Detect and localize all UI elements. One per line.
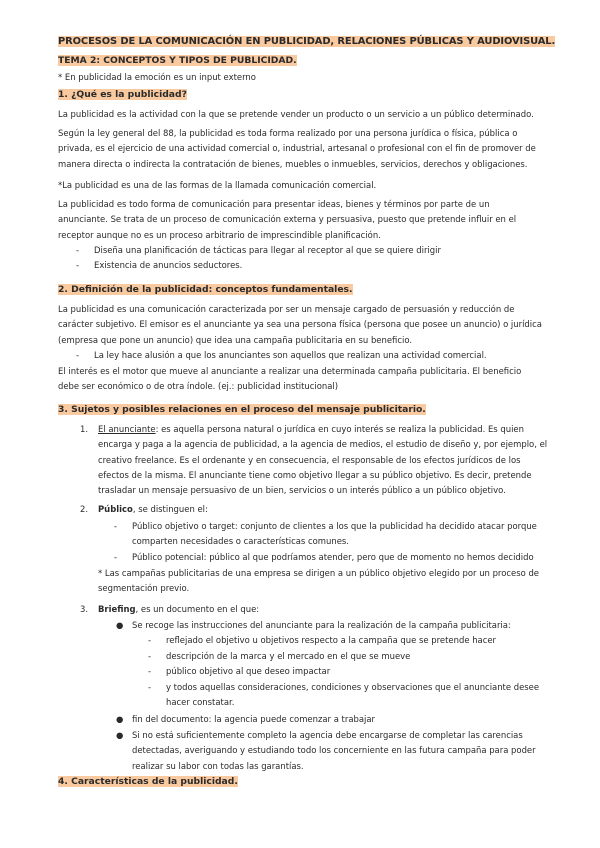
list-item: - reflejado el objetivo u objetivos respecto a la campaña que se pretende hacer [148,635,497,645]
term-publico: Público [98,504,133,514]
term-anunciante: El anunciante [98,424,156,434]
bullet-marker: ● [116,620,124,630]
bullet-marker: ● [116,730,124,740]
dash-marker: - [76,260,80,271]
s1-paragraph-2: Según la ley general del 88, la publicidad es toda forma realizado por una persona jurídica o física, pública o privada, es el ejercicio de una actividad comercial o, industrial, artesanal o profesional con el fin de promover de manera directa o indirecta la contratación de bienes, muebles o inmuebles, servicios, derechos y obligaciones. [58,128,536,169]
list-item: - La ley hace alusión a que los anunciantes son aquellos que realizan una actividad comercial. [58,348,578,363]
document-title: PROCESOS DE LA COMUNICACIÓN EN PUBLICIDAD, RELACIONES PÚBLICAS Y AUDIOVISUAL. [58,36,556,47]
s2-paragraph-2: El interés es el motor que mueve al anunciante a realizar una determinada campaña publicitaria. El beneficio debe ser económico o de otra índole. (ej.: publicidad institucional) [58,366,522,392]
list-item: - descripción de la marca y el mercado en el que se mueve [148,650,411,661]
section-1-heading: 1. ¿Qué es la publicidad? [58,89,187,100]
s1-paragraph-1: La publicidad es la actividad con la que se pretende vender un producto o un servicio a un público determinado. [58,109,534,119]
dash-marker: - [114,552,118,562]
s1-dash-list [58,243,578,274]
s1-paragraph-3: *La publicidad es una de las formas de la llamada comunicación comercial. [58,180,377,190]
note-emotion: * En publicidad la emoción es un input externo [58,72,256,82]
briefing-subdash-list [58,633,578,711]
list-item: - Diseña una planificación de tácticas para llegar al receptor al que se quiere dirigir [58,243,578,258]
dash-marker: - [76,350,80,360]
s1-paragraph-4: La publicidad es todo forma de comunicación para presentar ideas, bienes y términos por parte de un anunciante. Se trata de un proceso de comunicación externa y persuasiva, puesto que pretende influir en el receptor aunque no es un proceso arbitrario de imprescindible planificación. [58,199,517,240]
s2-dash-list [58,348,578,363]
document-page: PROCESOS DE LA COMUNICACIÓN EN PUBLICIDAD, RELACIONES PÚBLICAS Y AUDIOVISUAL. TEMA 2: CONCEPTOS Y TIPOS DE PUBLICIDAD. * En publicidad la emoción es un input externo 1. ¿Qué es la publicidad? La publicidad es la actividad con la que se pretende vender un producto o un servicio a un público determinado. Según la ley general del 88, la publicidad es toda forma realizado por una persona jurídica o física, pública o privada, es el ejercicio de una actividad comercial o, industrial, artesanal o profesional con el fin de promover de manera directa o indirecta la contratación de bienes, muebles o inmuebles, servicios, derechos y obligaciones. *La publicidad es una de las formas de la llamada comunicación comercial. La publicidad es todo forma de comunicación para presentar ideas, bienes y términos por parte de un anunciante. Se trata de un proceso de comunicación externa y persuasiva, puesto que pretende influir en el receptor aunque no es un proceso arbitrario de imprescindible planificación. - Diseña una planificación de tácticas para llegar al receptor al que se quiere dirigir - Existencia de anuncios seductores. 2. Definición de la publicidad: conceptos fundamentales. La publicidad es una comunicación caracterizada por ser un mensaje cargado de persuasión y reducción de carácter subjetivo. El emisor es el anunciante ya sea una persona física (persona que posee un anuncio) o jurídica (empresa que pone un anuncio) que idea una campaña publicitaria en su beneficio. - La ley hace alusión a que los anunciantes son aquellos que realizan una actividad comercial. El interés es el motor que mueve al anunciante a realizar una determinada campaña publicitaria. El beneficio debe ser económico o de otra índole. (ej.: publicidad institucional) 3. Sujetos y posibles relaciones en el proceso del mensaje publicitario. 1. El anunciante: es aquella persona natural o jurídica en cuyo interés se realiza la publicidad. Es quien encarga y paga a la agencia de publicidad, a la agencia de medios, el estudio de diseño y, por ejemplo, el creativo freelance. Es el ordenante y en consecuencia, el responsable de los efectos jurídicos de los efectos de la misma. El anunciante tiene como objetivo llegar a su público objetivo. Es decir, pretende trasladar un mensaje persuasivo de un bien, servicios o un interés público a un público objetivo. 2. Público, se distinguen el: - Público objetivo o target: conjunto de clientes a los que la publicidad ha decidido atacar porque comparten necesidades o características comunes. - Público potencial: público al que podríamos atender, pero que de momento no hemos decidido * Las campañas publicitarias de una empresa se dirigen a un público objetivo elegido por un proceso de segmentación previo. 3. Briefing, es un documento en el que: ● Se recoge las instrucciones del anunciante para la realización de la campaña publicitaria: - reflejado el objetivo u objetivos respecto a la campaña que se pretende hacer - descripción de la marca y el mercado en el que se mueve - público objetivo al que deseo impactar - y todos aquellas consideraciones, condiciones y observaciones que el anunciante desee hacer constatar. ● fin del documento: la agencia puede comenzar a trabajar ● Si no está suficientemente completo la agencia debe encargarse de completar las carencias detectadas, averiguando y estudiando todo los concerniente en las futura campaña para poder realizar su labor con todas las garantías. 4. Características de la publicidad. [0,0,600,848]
list-item: - público objetivo al que deseo impactar [148,666,331,677]
topic-heading: TEMA 2: CONCEPTOS Y TIPOS DE PUBLICIDAD. [58,55,297,66]
section-3-heading: 3. Sujetos y posibles relaciones en el proceso del mensaje publicitario. [58,404,426,415]
term-briefing: Briefing [98,604,136,614]
list-item: - Existencia de anuncios seductores. [58,258,578,273]
bullet-marker: ● [116,714,124,724]
s2-paragraph-1: La publicidad es una comunicación caracterizada por ser un mensaje cargado de persuasión y reducción de carácter subjetivo. El emisor es el anunciante ya sea una persona física (persona que posee un anuncio) o jurídica (empresa que pone un anuncio) que idea una campaña publicitaria en su beneficio. [58,304,542,345]
dash-marker: - [114,521,118,531]
section-4-heading: 4. Características de la publicidad. [58,776,238,787]
dash-marker: - [76,245,80,255]
section-2-heading: 2. Definición de la publicidad: conceptos fundamentales. [58,284,353,295]
list-item: - y todos aquellas consideraciones, condiciones y observaciones que el anunciante desee hacer constatar. [148,681,540,708]
